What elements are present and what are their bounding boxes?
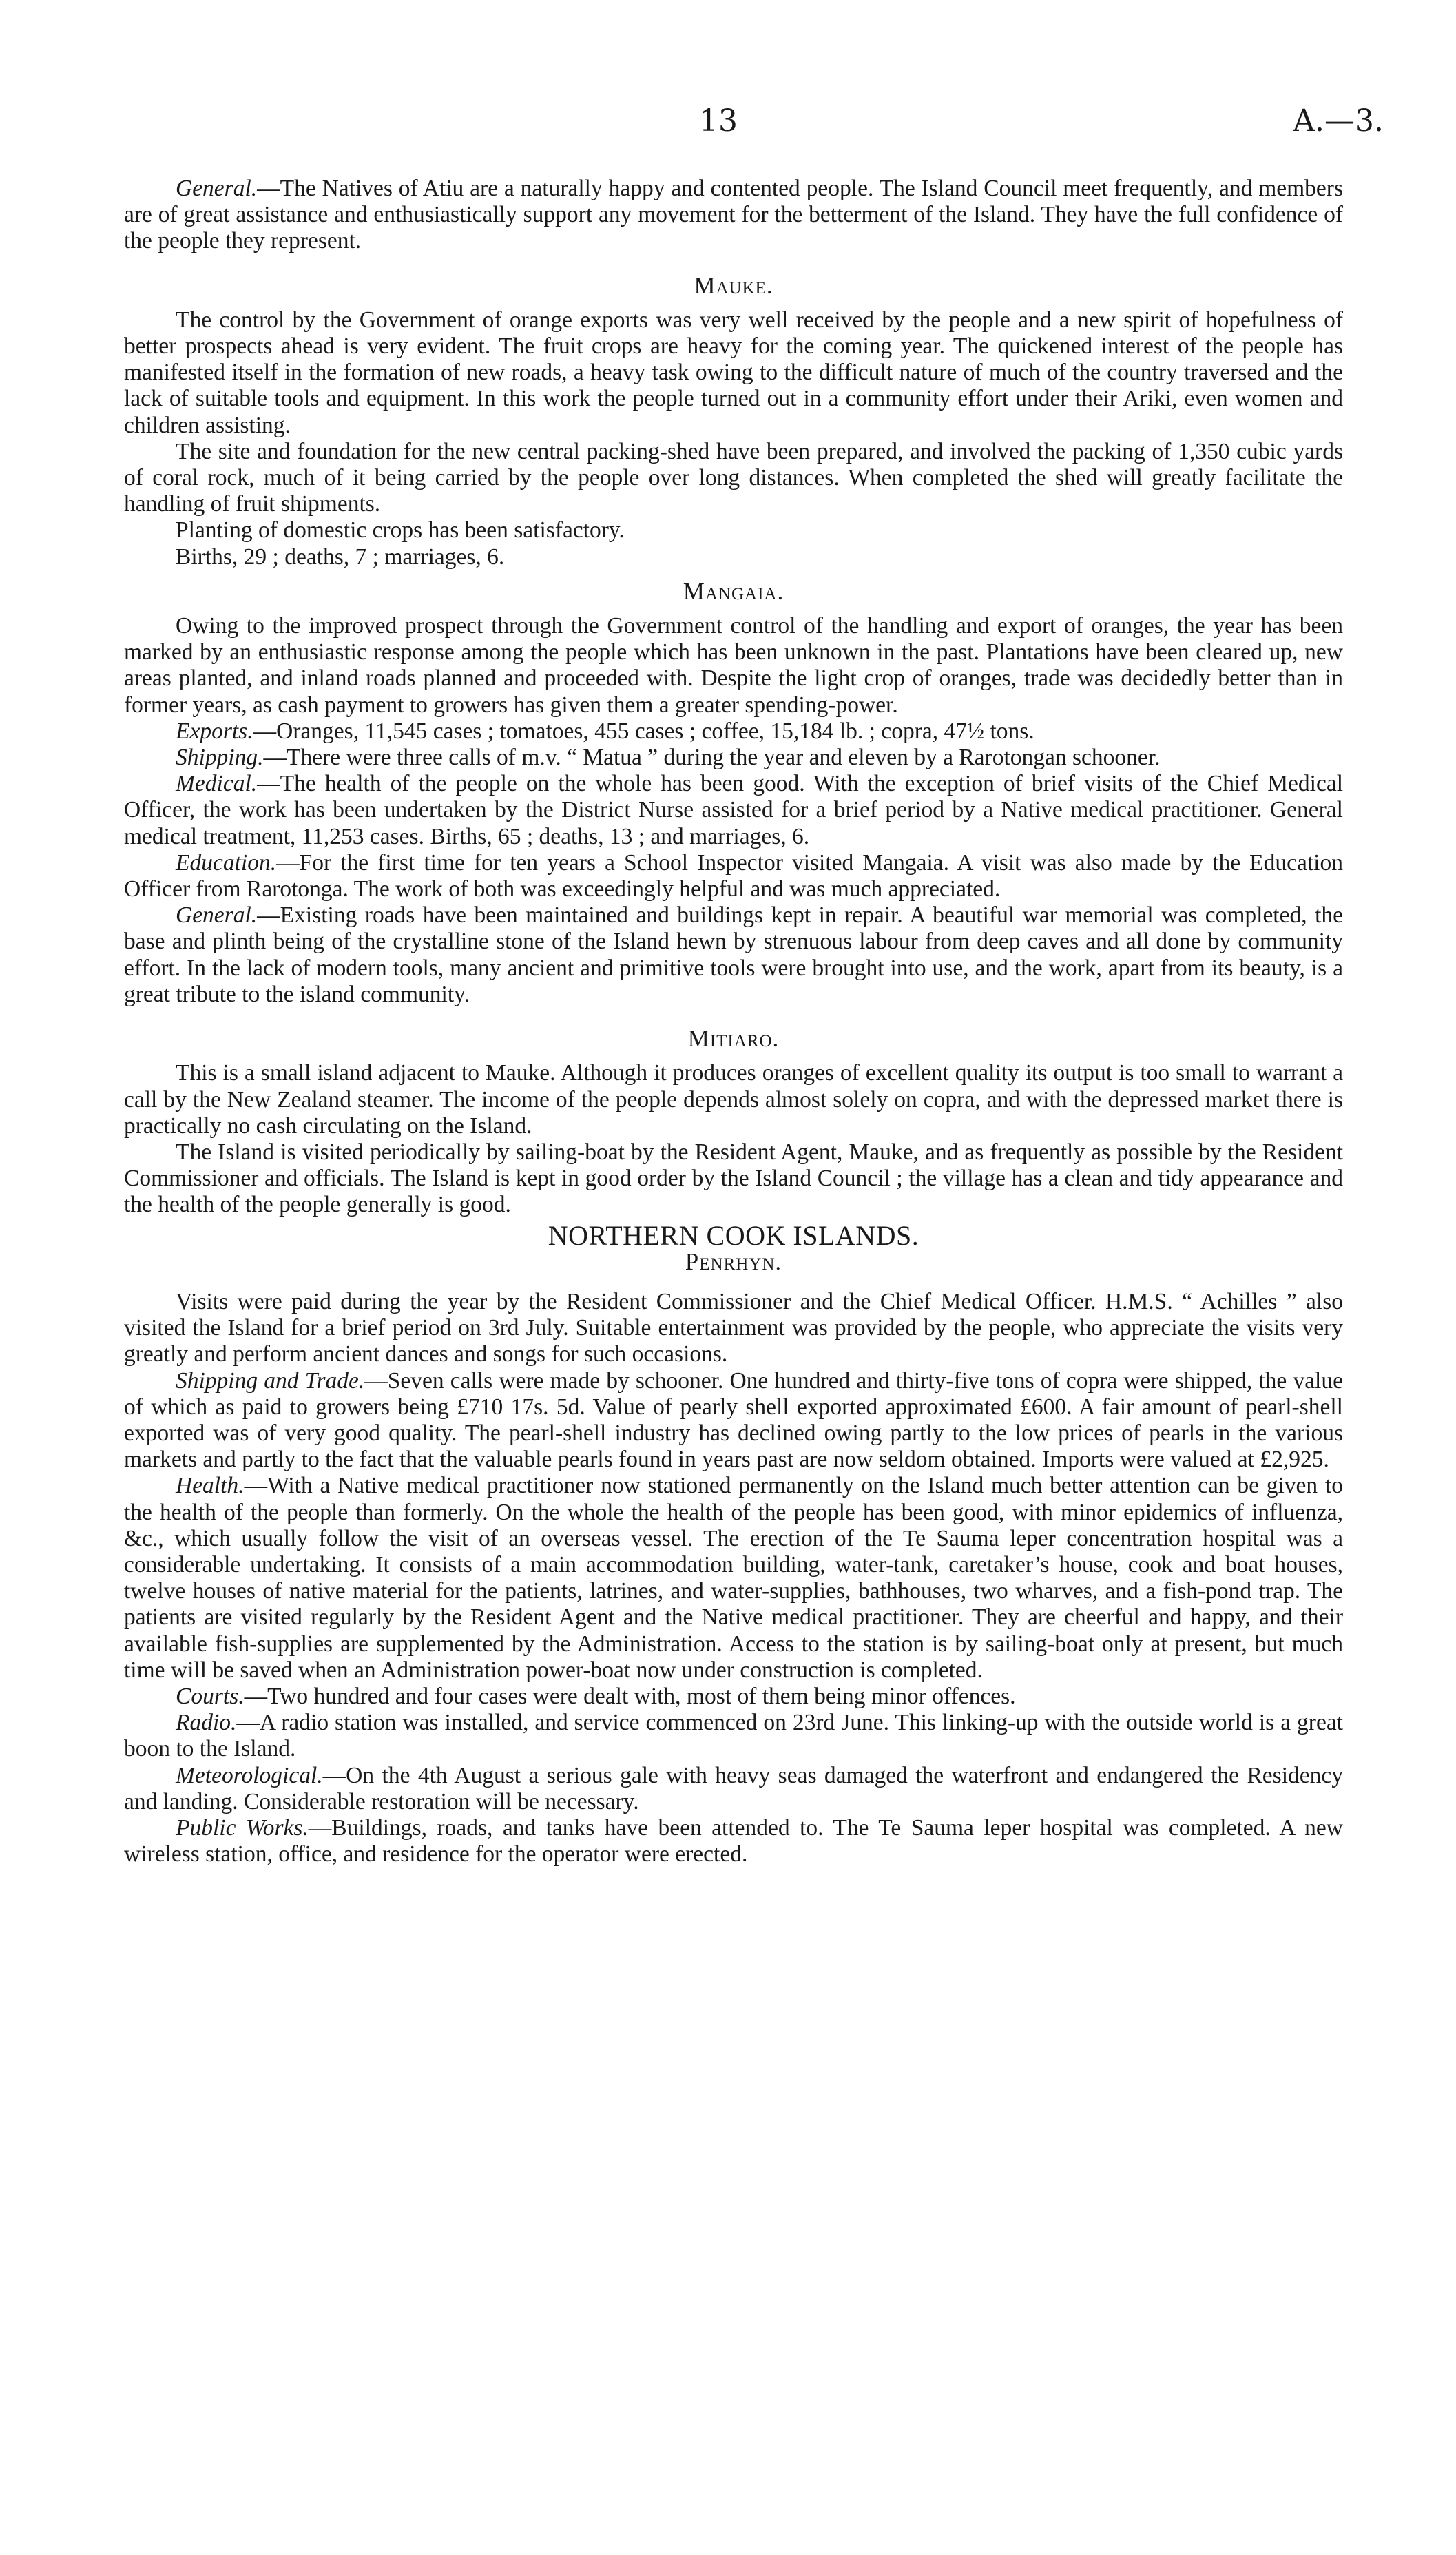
page-number: 13	[699, 103, 738, 138]
northern-cook-islands-heading: NORTHERN COOK ISLANDS.	[548, 1219, 919, 1251]
penrhyn-public-works-label: Public Works.	[176, 1814, 309, 1841]
penrhyn-radio-label: Radio.	[176, 1710, 237, 1736]
mauke-paragraph-4: Births, 29 ; deaths, 7 ; marriages, 6.	[176, 544, 505, 570]
mangaia-medical	[124, 771, 1343, 850]
mitiaro-heading: Mitiaro.	[687, 1025, 780, 1053]
penrhyn-health	[124, 1473, 1343, 1684]
mangaia-general	[124, 902, 1343, 1008]
mangaia-general-text: —Existing roads have been maintained and buildings kept in repair. A beautiful war memorial was completed, the base and plinth being of the crystalline stone of the Island hewn by strenuous labour from deep caves and all done by community effort. In the lack of modern tools, many ancient and primitive tools were brought into use, and the work, apart from its beauty, is a great tribute to the island community.	[124, 902, 1343, 1007]
mangaia-education	[124, 850, 1343, 902]
mauke-paragraph-3: Planting of domestic crops has been satisfactory.	[176, 517, 625, 544]
penrhyn-health-text: —With a Native medical practitioner now stationed permanently on the Island much better attention can be given to the health of the people than formerly. On the whole the health of the people has been good, with minor epidemics of influenza, &c., which usually follow the visit of an overseas vessel. The erection of the Te Sauma leper concentration hospital was a considerable undertaking. It consists of a main accommodation building, water-tank, caretaker’s house, cook and boat houses, twelve houses of native material for the patients, latrines, and water-supplies, bathhouses, two wharves, and a fish-pond trap. The patients are visited regularly by the Resident Agent and the Native medical practitioner. They are cheerful and happy, and their available fish-supplies are supplemented by the Administration. Access to the station is by sailing-boat only at present, but much time will be saved when an Administration power-boat now under construction is completed.	[124, 1473, 1343, 1683]
mangaia-shipping	[124, 745, 1343, 771]
body-text	[124, 176, 1343, 1868]
document-reference: A.—3.	[1293, 103, 1384, 138]
atiu-general-text: —The Natives of Atiu are a naturally happy and contented people. The Island Council meet frequently, and members are of great assistance and enthusiastically support any movement for the betterment of the Island. They have the full confidence of the people they represent.	[124, 176, 1343, 254]
atiu-general-label: General.	[176, 176, 258, 201]
penrhyn-meteorological-label: Meteorological.	[176, 1762, 323, 1788]
mangaia-exports-text: —Oranges, 11,545 cases ; tomatoes, 455 cases ; coffee, 15,184 lb. ; copra, 47½ tons.	[253, 718, 1034, 744]
penrhyn-public-works	[124, 1815, 1343, 1868]
penrhyn-shipping-trade-label: Shipping and Trade.	[176, 1367, 365, 1394]
mauke-heading: Mauke.	[694, 271, 773, 299]
penrhyn-shipping-trade	[124, 1368, 1343, 1473]
mangaia-shipping-label: Shipping.	[176, 745, 264, 771]
mangaia-paragraph-1: Owing to the improved prospect through the Government control of the handling and export of oranges, the year has been marked by an enthusiastic response among the people which has been unknown in the past. Plantations have been cleared up, new areas planted, and inland roads planned and proceeded with. Despite the light crop of oranges, trade was decidedly better than in former years, as cash payment to growers has given them a greater spending-power.	[124, 613, 1343, 718]
mitiaro-paragraph-1: This is a small island adjacent to Mauke. Although it produces oranges of excellent quality its output is too small to warrant a call by the New Zealand steamer. The income of the people depends almost solely on copra, and with the depressed market there is practically no cash circulating on the Island.	[124, 1060, 1343, 1139]
mauke-paragraph-2: The site and foundation for the new central packing-shed have been prepared, and involved the packing of 1,350 cubic yards of coral rock, much of it being carried by the people over long distances. When completed the shed will greatly facilitate the handling of fruit shipments.	[124, 438, 1343, 517]
mangaia-exports	[124, 718, 1343, 745]
atiu-general-paragraph	[124, 176, 1343, 255]
mangaia-exports-label: Exports.	[176, 718, 253, 744]
penrhyn-courts-label: Courts.	[176, 1683, 245, 1709]
penrhyn-paragraph-1: Visits were paid during the year by the Resident Commissioner and the Chief Medical Officer. H.M.S. “ Achilles ” also visited the Island for a brief period on 3rd July. Suitable entertainment was provided by the people, who appreciate the visits very greatly and perform ancient dances and songs for such occasions.	[124, 1288, 1343, 1367]
mangaia-medical-label: Medical.	[176, 771, 258, 797]
penrhyn-shipping-trade-text: —Seven calls were made by schooner. One hundred and thirty-five tons of copra were shipped, the value of which as paid to growers being £710 17s. 5d. Value of pearly shell exported approximated £600. A fair amount of pearl-shell exported was of very good quality. The pearl-shell industry has declined owing partly to the low prices of pearls in the various markets and partly to the fact that the valuable pearls found in years past are now seldom obtained. Imports were valued at £2,925.	[124, 1367, 1343, 1473]
penrhyn-heading: Penrhyn.	[685, 1248, 782, 1275]
mangaia-education-text: —For the first time for ten years a School Inspector visited Mangaia. A visit was also made by the Education Officer from Rarotonga. The work of both was exceedingly helpful and was much appreciated.	[124, 849, 1343, 902]
penrhyn-radio-text: —A radio station was installed, and service commenced on 23rd June. This linking-up with the outside world is a great boon to the Island.	[124, 1710, 1343, 1762]
penrhyn-meteorological	[124, 1763, 1343, 1815]
penrhyn-courts	[124, 1684, 1343, 1710]
penrhyn-courts-text: —Two hundred and four cases were dealt with, most of them being minor offences.	[244, 1683, 1016, 1709]
mangaia-general-label: General.	[176, 902, 258, 929]
mitiaro-paragraph-2: The Island is visited periodically by sailing-boat by the Resident Agent, Mauke, and as frequently as possible by the Resident Commissioner and officials. The Island is kept in good order by the Island Council ; the village has a clean and tidy appearance and the health of the people generally is good.	[124, 1139, 1343, 1218]
mauke-paragraph-1: The control by the Government of orange exports was very well received by the people and a new spirit of hopefulness of better prospects ahead is very evident. The fruit crops are heavy for the coming year. The quickened interest of the people has manifested itself in the formation of new roads, a heavy task owing to the difficult nature of much of the country traversed and the lack of suitable tools and equipment. In this work the people turned out in a community effort under their Ariki, even women and children assisting.	[124, 307, 1343, 438]
penrhyn-meteorological-text: —On the 4th August a serious gale with heavy seas damaged the waterfront and endangered the Residency and landing. Considerable restoration will be necessary.	[124, 1762, 1343, 1814]
mangaia-heading: Mangaia.	[683, 577, 784, 605]
penrhyn-public-works-text: —Buildings, roads, and tanks have been attended to. The Te Sauma leper hospital was completed. A new wireless station, office, and residence for the operator were erected.	[124, 1814, 1343, 1868]
penrhyn-radio	[124, 1710, 1343, 1762]
mangaia-education-label: Education.	[176, 849, 277, 876]
mangaia-shipping-text: —There were three calls of m.v. “ Matua ” during the year and eleven by a Rarotongan schooner.	[263, 745, 1161, 771]
penrhyn-health-label: Health.	[176, 1473, 245, 1499]
mangaia-medical-text: —The health of the people on the whole has been good. With the exception of brief visits of the Chief Medical Officer, the work has been undertaken by the District Nurse assisted for a brief period by a Native medical practitioner. General medical treatment, 11,253 cases. Births, 65 ; deaths, 13 ; and marriages, 6.	[124, 771, 1343, 849]
